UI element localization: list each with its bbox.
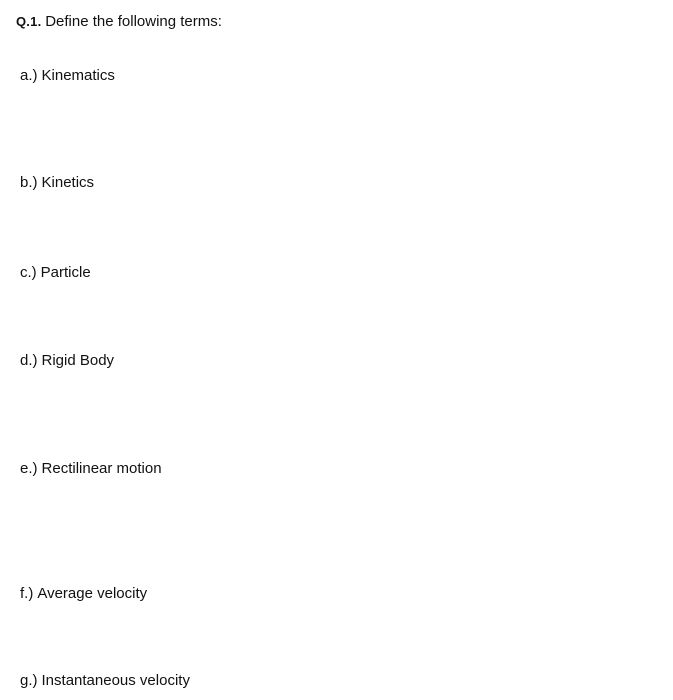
term-item-b: [20, 174, 94, 192]
term-item-f: [20, 585, 147, 603]
term-text: Rectilinear motion: [41, 460, 162, 477]
term-label: d.): [20, 352, 38, 369]
term-text: Instantaneous velocity: [41, 672, 190, 689]
term-label: a.): [20, 67, 38, 84]
term-item-d: [20, 352, 114, 370]
term-label: c.): [20, 264, 37, 281]
term-label: f.): [20, 585, 34, 602]
question-number-separator: .: [37, 14, 42, 29]
term-label: b.): [20, 174, 38, 191]
term-item-e: [20, 460, 162, 478]
term-text: Particle: [40, 264, 91, 281]
term-text: Kinetics: [41, 174, 95, 191]
question-prompt: Define the following terms:: [45, 13, 222, 30]
term-item-g: [20, 672, 190, 690]
term-item-a: [20, 67, 115, 85]
term-text: Average velocity: [37, 585, 148, 602]
question-heading: [16, 13, 222, 31]
term-item-c: [20, 264, 91, 282]
term-text: Kinematics: [41, 67, 115, 84]
term-label: e.): [20, 460, 38, 477]
term-text: Rigid Body: [41, 352, 115, 369]
term-label: g.): [20, 672, 38, 689]
question-number: Q.1: [16, 14, 38, 29]
